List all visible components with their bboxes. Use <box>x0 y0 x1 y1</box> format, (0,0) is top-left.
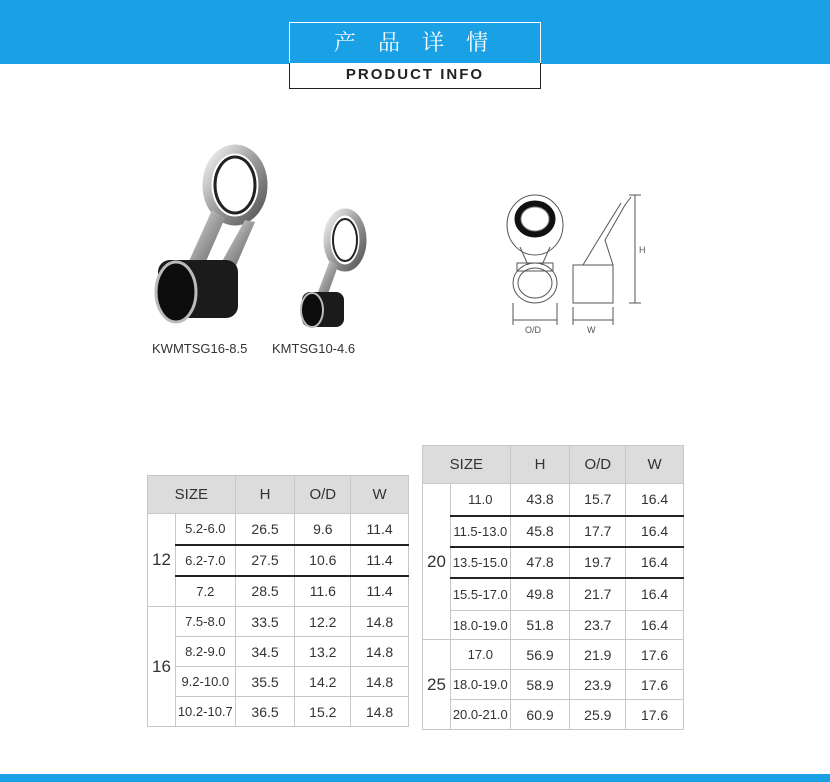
cell: 18.0-19.0 <box>450 611 510 640</box>
table-row <box>423 700 684 730</box>
cell: 8.2-9.0 <box>175 637 235 667</box>
cell: 13.2 <box>295 637 351 667</box>
cell: 14.8 <box>351 667 409 697</box>
cell: 17.0 <box>450 640 510 670</box>
cell: 56.9 <box>510 640 570 670</box>
table-row <box>423 484 684 516</box>
cell: 16.4 <box>626 611 684 640</box>
large-guide-image <box>156 149 263 322</box>
cell: 12.2 <box>295 607 351 637</box>
diagram-label-w: W <box>587 325 596 335</box>
cell: 15.7 <box>570 484 626 516</box>
cell: 28.5 <box>235 576 295 607</box>
cell: 11.4 <box>351 576 409 607</box>
spec-table-right <box>422 445 684 730</box>
header-w: W <box>626 446 684 484</box>
cell: 15.2 <box>295 697 351 727</box>
size-group: 16 <box>148 607 176 727</box>
spec-table-left <box>147 475 409 727</box>
cell: 17.6 <box>626 640 684 670</box>
cell: 33.5 <box>235 607 295 637</box>
header-od: O/D <box>295 476 351 514</box>
table-row <box>423 547 684 578</box>
cell: 17.7 <box>570 516 626 547</box>
cell: 11.0 <box>450 484 510 516</box>
table-row <box>148 607 409 637</box>
cell: 43.8 <box>510 484 570 516</box>
cell: 26.5 <box>235 514 295 545</box>
table-row <box>148 514 409 545</box>
product-caption-small: KMTSG10-4.6 <box>272 341 356 356</box>
size-group: 12 <box>148 514 176 607</box>
cell: 58.9 <box>510 670 570 700</box>
cell: 15.5-17.0 <box>450 578 510 611</box>
table-row <box>423 670 684 700</box>
cell: 7.5-8.0 <box>175 607 235 637</box>
header-h: H <box>235 476 295 514</box>
table-row <box>423 578 684 611</box>
product-caption-large: KWMTSG16-8.5 <box>152 341 248 356</box>
cell: 11.5-13.0 <box>450 516 510 547</box>
cell: 45.8 <box>510 516 570 547</box>
table-row <box>148 576 409 607</box>
cell: 18.0-19.0 <box>450 670 510 700</box>
table-row <box>148 697 409 727</box>
cell: 6.2-7.0 <box>175 545 235 576</box>
table-row <box>148 667 409 697</box>
cell: 60.9 <box>510 700 570 730</box>
cell: 47.8 <box>510 547 570 578</box>
cell: 14.8 <box>351 607 409 637</box>
size-group: 25 <box>423 640 451 730</box>
bottom-banner <box>0 774 830 782</box>
cell: 17.6 <box>626 670 684 700</box>
cell: 16.4 <box>626 484 684 516</box>
table-row <box>423 640 684 670</box>
cell: 9.2-10.0 <box>175 667 235 697</box>
table-row <box>148 545 409 576</box>
cell: 36.5 <box>235 697 295 727</box>
cell: 49.8 <box>510 578 570 611</box>
cell: 16.4 <box>626 547 684 578</box>
cell: 11.4 <box>351 514 409 545</box>
title-english: PRODUCT INFO <box>289 63 541 89</box>
cell: 16.4 <box>626 578 684 611</box>
table-row <box>423 611 684 640</box>
cell: 23.9 <box>570 670 626 700</box>
cell: 13.5-15.0 <box>450 547 510 578</box>
cell: 10.2-10.7 <box>175 697 235 727</box>
cell: 14.8 <box>351 697 409 727</box>
cell: 35.5 <box>235 667 295 697</box>
product-photo <box>140 140 380 340</box>
cell: 21.7 <box>570 578 626 611</box>
cell: 34.5 <box>235 637 295 667</box>
header-size: SIZE <box>423 446 511 484</box>
section-title <box>289 22 541 88</box>
cell: 7.2 <box>175 576 235 607</box>
size-group: 20 <box>423 484 451 640</box>
header-h: H <box>510 446 570 484</box>
cell: 16.4 <box>626 516 684 547</box>
small-guide-image <box>301 212 363 327</box>
header-size: SIZE <box>148 476 236 514</box>
cell: 21.9 <box>570 640 626 670</box>
cell: 27.5 <box>235 545 295 576</box>
cell: 9.6 <box>295 514 351 545</box>
cell: 14.8 <box>351 637 409 667</box>
cell: 11.6 <box>295 576 351 607</box>
cell: 19.7 <box>570 547 626 578</box>
cell: 25.9 <box>570 700 626 730</box>
cell: 23.7 <box>570 611 626 640</box>
diagram-label-h: H <box>639 245 646 255</box>
table-row <box>423 516 684 547</box>
cell: 20.0-21.0 <box>450 700 510 730</box>
cell: 51.8 <box>510 611 570 640</box>
cell: 5.2-6.0 <box>175 514 235 545</box>
diagram-label-od: O/D <box>525 325 542 335</box>
dimension-diagram <box>495 185 665 340</box>
title-chinese: 产 品 详 情 <box>289 22 541 63</box>
table-row <box>148 637 409 667</box>
header-od: O/D <box>570 446 626 484</box>
cell: 14.2 <box>295 667 351 697</box>
cell: 17.6 <box>626 700 684 730</box>
cell: 10.6 <box>295 545 351 576</box>
header-w: W <box>351 476 409 514</box>
cell: 11.4 <box>351 545 409 576</box>
